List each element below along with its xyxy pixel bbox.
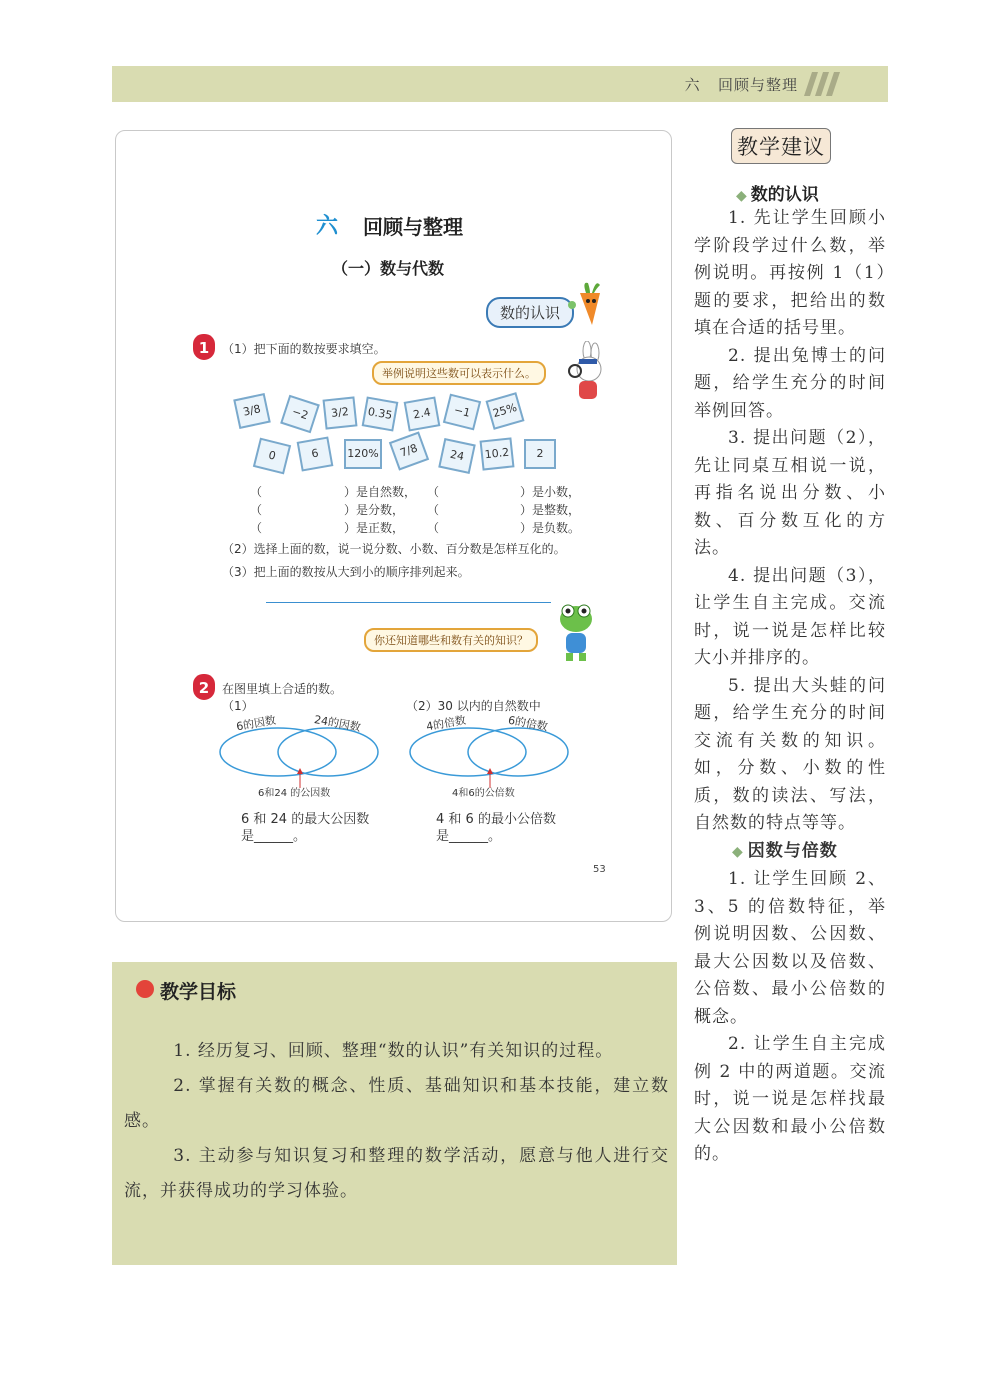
- sidebar-body: [694, 205, 886, 1169]
- fill-open-paren: （: [427, 521, 440, 535]
- fill-open-paren: （: [427, 485, 440, 499]
- chapter-number: 六: [316, 214, 339, 239]
- example-2-part-2: （2）30 以内的自然数中: [406, 699, 541, 713]
- section-title: （一）数与代数: [332, 259, 445, 278]
- fill-integer: ）是整数，: [520, 503, 581, 517]
- diamond-bullet-icon: ◆: [736, 188, 747, 204]
- stripe-decoration-icon: [804, 72, 844, 96]
- objective-item: 3. 主动参与知识复习和整理的数学活动，愿意与他人进行交流，并获得成功的学习体验。: [124, 1146, 669, 1201]
- sidebar-title: 教学建议: [731, 128, 831, 164]
- topic-tag: 数的认识: [486, 297, 574, 328]
- rabbit-speech-bubble: 举例说明这些数可以表示什么。: [372, 361, 546, 385]
- objective-item: 1. 经历复习、回顾、整理“数的认识”有关知识的过程。: [173, 1041, 614, 1061]
- carrot-mascot-icon: [568, 279, 610, 327]
- venn1-left-label: 6的因数: [235, 713, 277, 734]
- venn1-right-label: 24的因数: [313, 713, 362, 734]
- fill-positive: ）是正数，: [344, 521, 405, 535]
- venn2-right-label: 6的倍数: [507, 713, 549, 734]
- fill-open-paren: （: [250, 521, 263, 535]
- sidebar-paragraph: 2. 提出兔博士的问题，给学生充分的时间举例回答。: [694, 345, 886, 421]
- sidebar-paragraph: 2. 让学生自主完成例 2 中的两道题。交流时，说一说是怎样找最大公因数和最小公倍数的。: [694, 1034, 886, 1164]
- example-2-title: 在图里填上合适的数。: [222, 682, 343, 696]
- sidebar-paragraph: 5. 提出大头蛙的问题，给学生充分的时间交流有关数的知识。如，分数、小数的性质，数的读法、写法，自然数的特点等等。: [694, 675, 886, 833]
- textbook-page: [115, 130, 672, 922]
- fill-open-paren: （: [250, 485, 263, 499]
- objective-item: 2. 掌握有关数的概念、性质、基础知识和基本技能，建立数感。: [124, 1076, 669, 1131]
- fill-natural: ）是自然数，: [344, 485, 417, 499]
- fill-open-paren: （: [427, 503, 440, 517]
- number-card: 7/8: [389, 431, 429, 470]
- rabbit-mascot-icon: [561, 341, 605, 403]
- venn2-left-label: 4的倍数: [425, 713, 467, 734]
- number-card: 25%: [485, 392, 524, 430]
- venn2-question: 4 和 6 的最小公倍数: [436, 812, 556, 827]
- number-card: 6: [297, 436, 334, 471]
- example-2-badge: 2: [193, 674, 215, 700]
- sidebar-paragraph: 1. 让学生回顾 2、3、5 的倍数特征，举例说明因数、公因数、最大公因数以及倍数、公倍数、最小公倍数的概念。: [694, 869, 886, 1027]
- number-card: −2: [280, 395, 320, 433]
- fill-decimal: ）是小数，: [520, 485, 581, 499]
- number-card: 2: [524, 439, 556, 469]
- frog-speech-bubble: 你还知道哪些和数有关的知识？: [364, 628, 538, 652]
- venn1-intersection-label: 6和24 的公因数: [258, 788, 331, 799]
- venn1-question: 6 和 24 的最大公因数: [241, 812, 370, 827]
- number-card: 10.2: [480, 437, 515, 470]
- objective-marker-icon: [136, 980, 154, 998]
- header-title: 六 回顾与整理: [684, 76, 798, 94]
- number-card: 2.4: [404, 396, 441, 431]
- venn2-intersection-label: 4和6的公倍数: [452, 788, 515, 799]
- number-card: 0: [253, 438, 291, 475]
- question-1-3: （3）把上面的数按从大到小的顺序排列起来。: [222, 565, 470, 579]
- frog-mascot-icon: [556, 601, 596, 663]
- number-card: 3/8: [233, 393, 271, 429]
- number-card: 120%: [344, 439, 382, 469]
- page-header: [112, 66, 888, 102]
- sidebar-heading-factors-multiples: ◆ 因数与倍数: [732, 840, 838, 861]
- question-1-1: （1）把下面的数按要求填空。: [222, 342, 386, 356]
- example-1-badge: 1: [193, 334, 215, 360]
- objectives-body: [124, 1034, 669, 1209]
- number-card: 0.35: [362, 396, 399, 431]
- diamond-bullet-icon: ◆: [732, 843, 744, 860]
- venn2-answer: 是______。: [436, 829, 502, 844]
- venn1-answer: 是______。: [241, 829, 307, 844]
- sidebar-heading-number-recognition: ◆ 数的认识: [736, 185, 819, 205]
- question-1-2: （2）选择上面的数，说一说分数、小数、百分数是怎样互化的。: [222, 542, 566, 556]
- number-card: 24: [438, 438, 476, 474]
- fill-fraction: ）是分数，: [344, 503, 405, 517]
- fill-negative: ）是负数。: [520, 521, 581, 535]
- sidebar-paragraph: 3. 提出问题（2），先让同桌互相说一说，再指名说出分数、小数、百分数互化的方法。: [694, 428, 886, 558]
- number-card: 3/2: [323, 396, 358, 429]
- objectives-title: 教学目标: [160, 981, 237, 1003]
- page-number: 53: [593, 864, 606, 875]
- example-2-part-1: （1）: [222, 699, 254, 713]
- chapter-title: 回顾与整理: [363, 215, 463, 239]
- teaching-objectives-panel: [112, 962, 677, 1265]
- sidebar-paragraph: 4. 提出问题（3），让学生自主完成。交流时，说一说是怎样比较大小并排序的。: [694, 565, 886, 668]
- number-card: −1: [443, 394, 481, 431]
- answer-line: [266, 602, 551, 603]
- fill-open-paren: （: [250, 503, 263, 517]
- sidebar-paragraph: 1. 先让学生回顾小学阶段学过什么数，举例说明。再按例 1（1）题的要求，把给出的数填在合适的括号里。: [694, 208, 886, 338]
